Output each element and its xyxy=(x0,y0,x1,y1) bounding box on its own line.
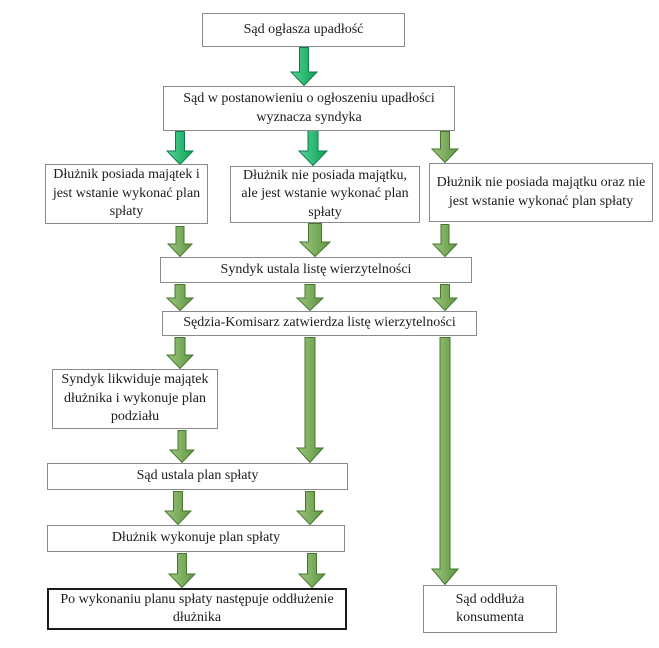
down-arrow xyxy=(296,337,324,463)
flow-node-syndyk-ustala-liste xyxy=(160,257,472,283)
flow-node-label: Po wykonaniu planu spłaty następuje oddłużenie dłużnika xyxy=(60,591,334,625)
flow-node-label: Sąd w postanowieniu o ogłoszeniu upadłości wyznacza syndyka xyxy=(183,91,435,125)
down-arrow xyxy=(299,223,331,257)
down-arrow xyxy=(168,553,196,588)
flow-node-dluznik-posiada-majatek xyxy=(45,164,208,224)
down-arrow xyxy=(166,337,194,369)
down-arrow xyxy=(169,430,195,463)
flow-node-label: Sędzia-Komisarz zatwierdza listę wierzytelności xyxy=(183,315,456,331)
down-arrow xyxy=(432,284,458,311)
down-arrow xyxy=(166,284,194,311)
flow-node-label: Sąd ogłasza upadłość xyxy=(243,21,364,37)
down-arrow xyxy=(431,131,459,163)
down-arrow xyxy=(164,491,192,525)
down-arrow xyxy=(296,491,324,525)
flow-node-sedzia-komisarz-zatwierdza xyxy=(162,311,477,336)
down-arrow xyxy=(166,131,194,165)
flow-node-label: Syndyk ustala listę wierzytelności xyxy=(220,261,412,277)
flow-node-label: Dłużnik wykonuje plan spłaty xyxy=(111,530,281,546)
flow-node-sad-oglasza-upadlosc xyxy=(202,13,405,47)
flow-node-label: Sąd oddłuża konsumenta xyxy=(455,591,525,625)
flow-node-dluznik-nie-posiada-majatku-ale xyxy=(230,166,420,223)
flow-node-dluznik-wykonuje-plan-splaty xyxy=(47,525,345,552)
flow-node-sad-ustala-plan-splaty xyxy=(47,463,348,490)
flow-node-label: Syndyk likwiduje majątek dłużnika i wykonuje plan podziału xyxy=(61,372,209,425)
down-arrow xyxy=(431,337,459,585)
flow-node-label: Dłużnik posiada majątek i jest wstanie wykonać plan spłaty xyxy=(52,167,201,220)
down-arrow xyxy=(167,226,193,257)
down-arrow xyxy=(290,47,318,86)
flow-node-label: Dłużnik nie posiada majątku oraz nie jest wstanie wykonać plan spłaty xyxy=(436,175,646,209)
down-arrow xyxy=(298,553,326,588)
flow-node-dluznik-nie-posiada-majatku-oraz xyxy=(429,163,653,222)
flow-node-oddluzenie-dluznika xyxy=(47,588,347,630)
flow-node-sad-wyznacza-syndyka xyxy=(163,86,455,131)
down-arrow xyxy=(432,224,458,257)
flow-node-sad-oddluza-konsumenta xyxy=(423,585,557,633)
flow-node-label: Sąd ustala plan spłaty xyxy=(136,468,259,484)
down-arrow xyxy=(296,284,324,311)
flow-node-syndyk-likwiduje-majatek xyxy=(52,369,218,429)
down-arrow xyxy=(298,130,328,166)
flow-node-label: Dłużnik nie posiada majątku, ale jest wstanie wykonać plan spłaty xyxy=(241,167,409,220)
